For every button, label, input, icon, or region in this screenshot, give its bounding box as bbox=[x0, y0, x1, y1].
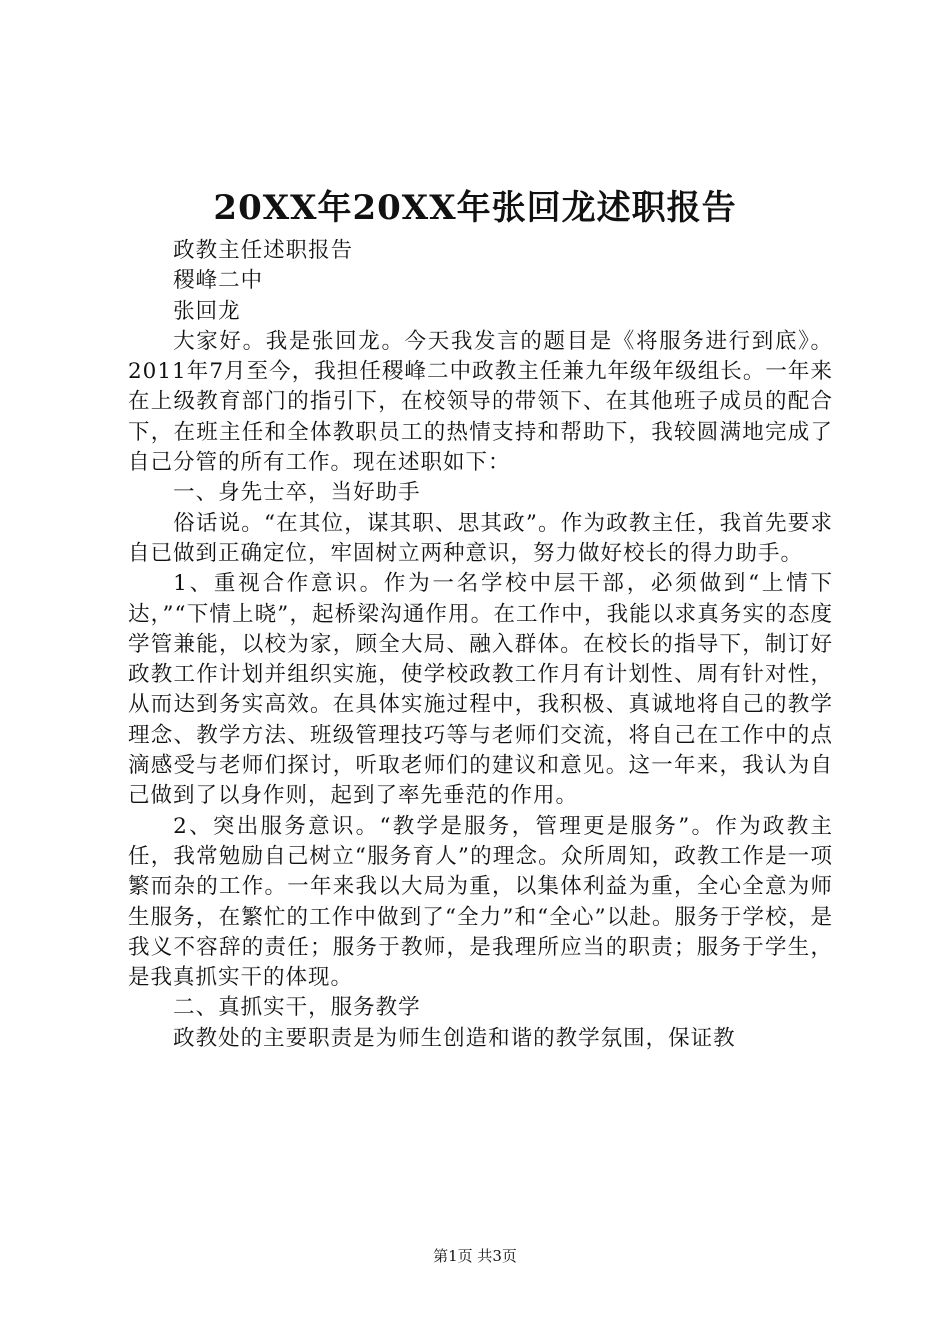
document-body bbox=[128, 236, 833, 1054]
paragraph-section-1: 俗话说。“在其位，谋其职、思其政”。作为政教主任，我首先要求自已做到正确定位，牢固树立两种意识，努力做好校长的得力助手。 bbox=[128, 510, 833, 566]
paragraph-point-2: 2、突出服务意识。“教学是服务，管理更是服务”。作为政教主任，我常勉励自己树立“服务育人”的理念。众所周知，政教工作是一项繁而杂的工作。一年来我以大局为重，以集体利益为重，全心全意为师生服务，在繁忙的工作中做到了“全力”和“全心”以赴。服务于学校，是我义不容辞的责任；服务于教师，是我理所应当的职责；服务于学生，是我真抓实干的体现。 bbox=[128, 813, 833, 991]
paragraph-author: 张回龙 bbox=[173, 298, 241, 324]
page-footer: 第1页 共3页 bbox=[433, 1247, 517, 1265]
paragraph-section-2: 政教处的主要职责是为师生创造和谐的教学氛围，保证教 bbox=[173, 1025, 736, 1051]
section-heading-2: 二、真抓实干，服务教学 bbox=[173, 995, 421, 1021]
section-heading-1: 一、身先士卒，当好助手 bbox=[173, 480, 421, 506]
document-title: 20XX年20XX年张回龙述职报告 bbox=[213, 188, 737, 228]
paragraph-point-1: 1、重视合作意识。作为一名学校中层干部，必须做到“上情下达，”“下情上晓”，起桥梁沟通作用。在工作中，我能以求真务实的态度学管兼能，以校为家，顾全大局、融入群体。在校长的指导下，制订好政教工作计划并组织实施，使学校政教工作月有计划性、周有针对性，从而达到务实高效。在具体实施过程中，我积极、真诚地将自己的教学理念、教学方法、班级管理技巧等与老师们交流，将自己在工作中的点滴感受与老师们探讨，听取老师们的建议和意见。这一年来，我认为自己做到了以身作则，起到了率先垂范的作用。 bbox=[128, 571, 833, 809]
paragraph-subtitle: 政教主任述职报告 bbox=[173, 238, 354, 263]
paragraph-school: 稷峰二中 bbox=[173, 268, 264, 294]
paragraph-intro: 大家好。我是张回龙。今天我发言的题目是《将服务进行到底》。2011年7月至今，我担任稷峰二中政教主任兼九年级年级组长。一年来在上级教育部门的指引下，在校领导的带领下、在其他班子成员的配合下，在班主任和全体教职员工的热情支持和帮助下，我较圆满地完成了自己分管的所有工作。现在述职如下： bbox=[128, 328, 833, 476]
